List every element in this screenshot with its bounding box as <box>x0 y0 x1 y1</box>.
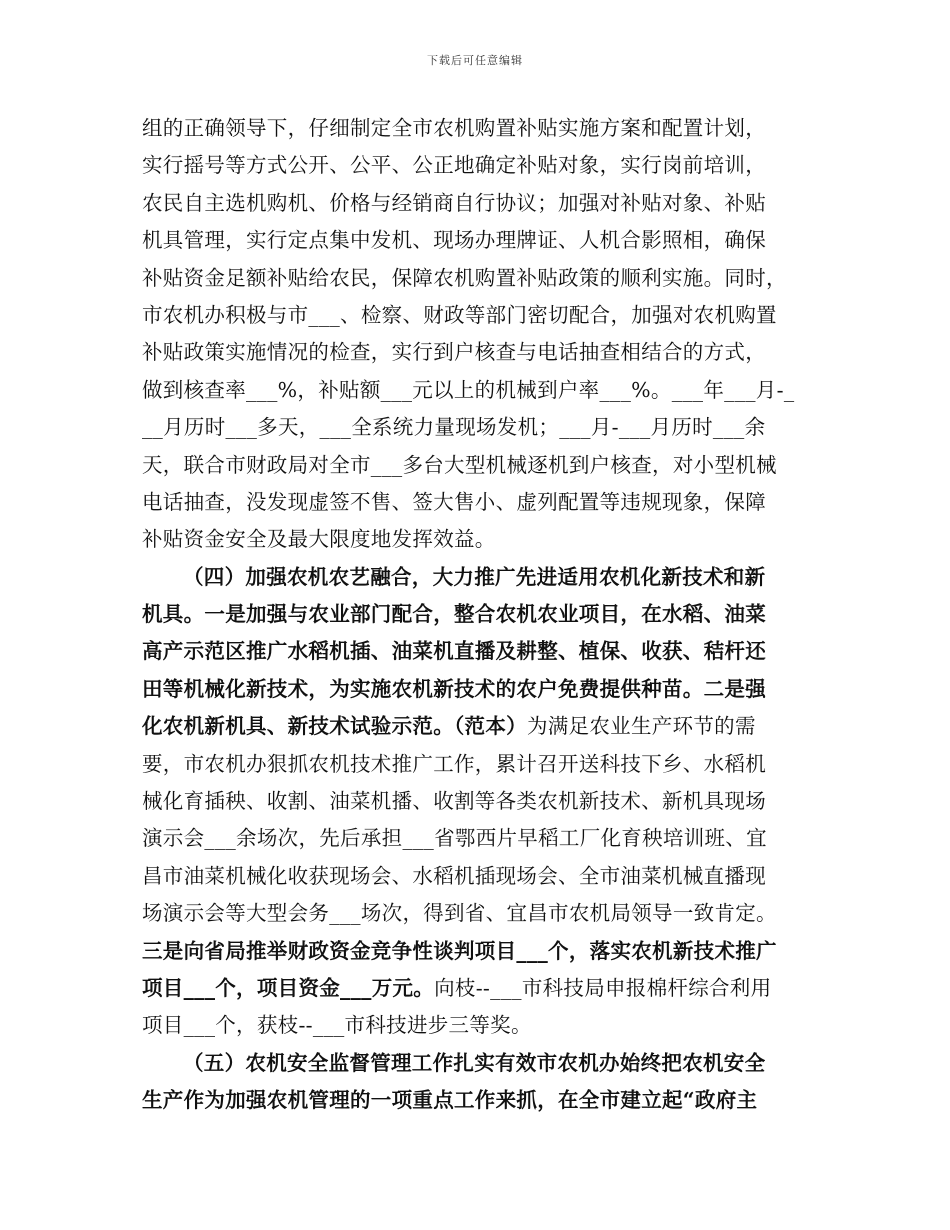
text-line: 田等机械化新技术，为实施农机新技术的农户免费提供种苗。二是强 <box>142 676 766 701</box>
text-line: 组的正确领导下，仔细制定全市农机购置补贴实施方案和配置计划， <box>142 116 766 140</box>
text-line: 做到核查率___%，补贴额___元以上的机械到户率___%。___年___月-_ <box>142 377 795 402</box>
text-line: 农民自主选机购机、价格与经销商自行协议；加强对补贴对象、补贴 <box>142 190 766 215</box>
text-line: 械化育插秧、收割、油菜机播、收割等各类农机新技术、新机具现场 <box>142 789 766 814</box>
text-line: 补贴资金安全及最大限度地发挥效益。 <box>142 527 496 552</box>
section-heading-4: （四）加强农机农艺融合，大力推广先进适用农机化新技术和新 <box>183 564 766 589</box>
text-line: 昌市油菜机械化收获现场会、水稻机插现场会、全市油菜机械直播现 <box>142 863 766 888</box>
normal-segment: 向枝--___市科技局申报棉杆综合利用 <box>434 975 772 1000</box>
text-line: 天，联合市财政局对全市___多台大型机械逐机到户核查，对小型机械 <box>142 452 777 477</box>
text-line <box>142 708 812 745</box>
text-line: 项目___个，获枝--___市科技进步三等奖。 <box>142 1013 532 1038</box>
section-heading-5: （五）农机安全监督管理工作扎实有效市农机办始终把农机安全 <box>183 1050 766 1075</box>
text-line: 补贴政策实施情况的检查，实行到户核查与电话抽查相结合的方式， <box>142 340 766 365</box>
document-body <box>142 110 812 1120</box>
text-line: 三是向省局推举财政资金竞争性谈判项目___个，落实农机新技术推广 <box>142 938 777 963</box>
bold-segment: 化农机新机具、新技术试验示范。（范本） <box>142 714 527 739</box>
text-line: 演示会___余场次，先后承担___省鄂西片早稻工厂化育秧培训班、宜 <box>142 826 767 851</box>
text-line: 补贴资金足额补贴给农民，保障农机购置补贴政策的顺利实施。同时， <box>142 265 787 290</box>
normal-segment: 为满足农业生产环节的需 <box>526 714 756 739</box>
text-line: 场演示会等大型会务___场次，得到省、宜昌市农机局领导一致肯定。 <box>142 901 777 926</box>
text-line: 机具管理，实行定点集中发机、现场办理牌证、人机合影照相，确保 <box>142 228 766 253</box>
text-line: 生产作为加强农机管理的一项重点工作来抓，在全市建立起“政府主 <box>142 1088 758 1113</box>
text-line: 要，市农机办狠抓农机技术推广工作，累计召开送科技下乡、水稻机 <box>142 751 766 776</box>
text-line: 实行摇号等方式公开、公平、公正地确定补贴对象，实行岗前培训， <box>142 153 766 178</box>
text-line: __月历时___多天，___全系统力量现场发机；___月-___月历时___余 <box>142 415 766 440</box>
page-header: 下载后可任意编辑 <box>427 54 523 67</box>
text-line: 机具。一是加强与农业部门配合，整合农机农业项目，在水稻、油菜 <box>142 602 766 627</box>
bold-segment: 项目___个，项目资金___万元。 <box>142 975 435 1000</box>
text-line: 电话抽查，没发现虚签不售、签大售小、虚列配置等违规现象，保障 <box>142 489 766 514</box>
text-line: 市农机办积极与市___、检察、财政等部门密切配合，加强对农机购置 <box>142 302 777 327</box>
text-line <box>142 970 812 1007</box>
text-line: 高产示范区推广水稻机插、油菜机直播及耕整、植保、收获、秸杆还 <box>142 639 766 664</box>
